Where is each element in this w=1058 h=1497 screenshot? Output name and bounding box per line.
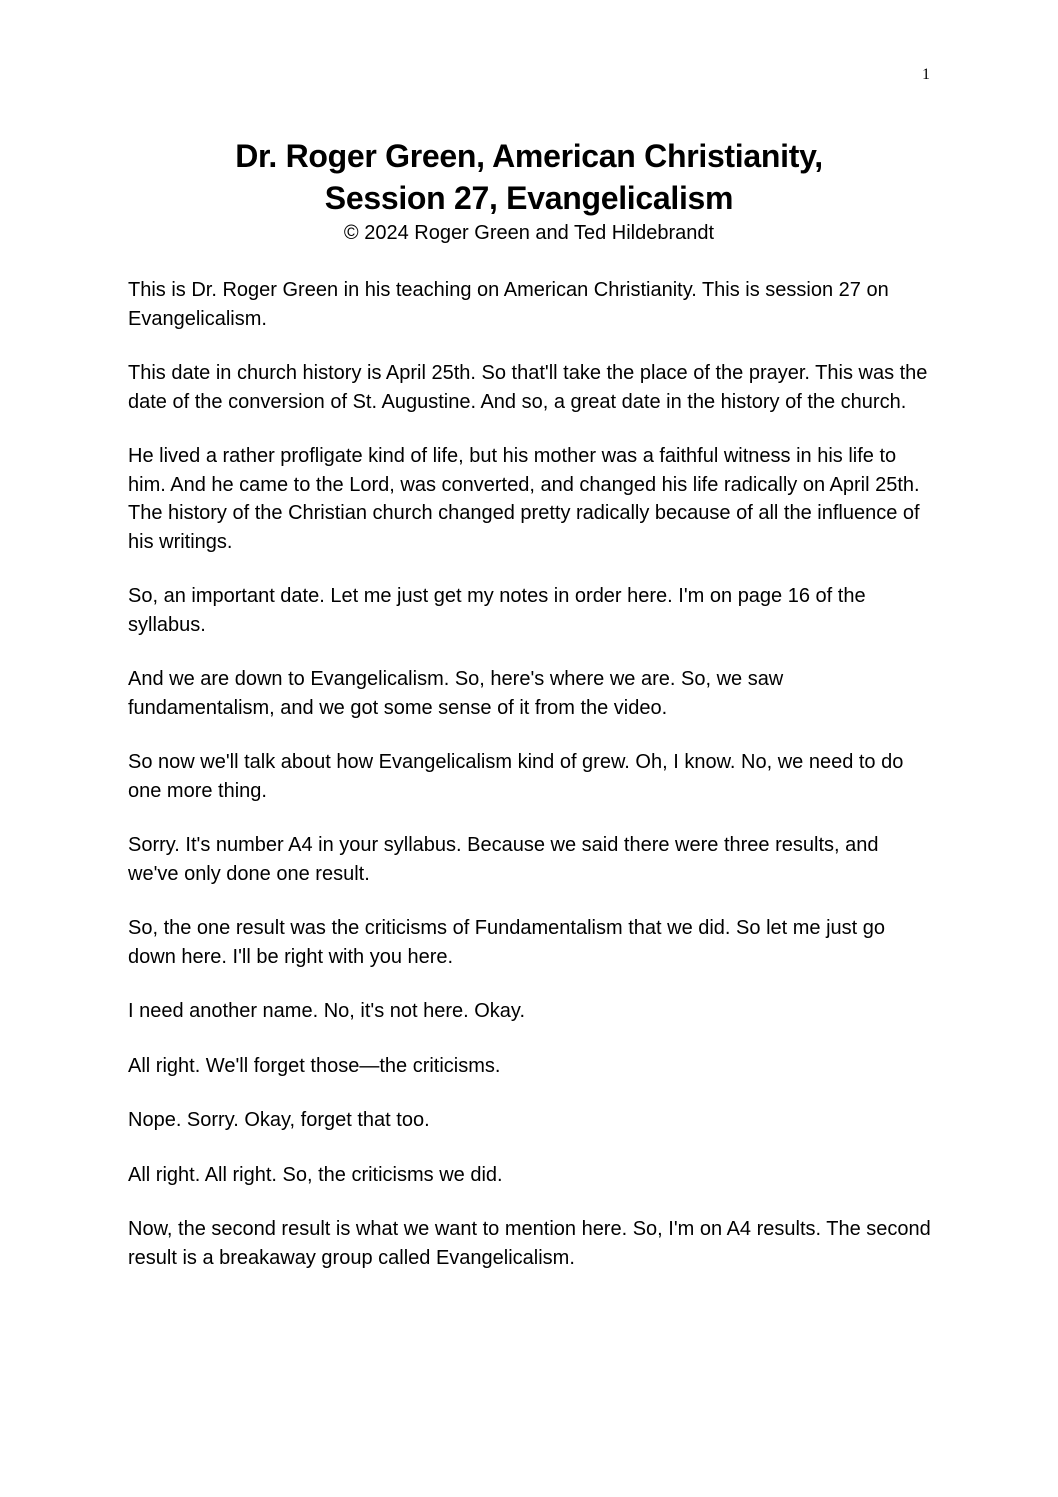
page-number: 1 [922,66,930,83]
paragraph: So, an important date. Let me just get my notes in order here. I'm on page 16 of the syllabus. [128,585,866,636]
paragraph: This is Dr. Roger Green in his teaching on American Christianity. This is session 27 on Evangelicalism. [128,279,889,330]
paragraph: This date in church history is April 25th. So that'll take the place of the prayer. This was the date of the conversion of St. Augustine. And so, a great date in the history of the church. [128,362,928,413]
paragraph: Now, the second result is what we want to mention here. So, I'm on A4 results. The second result is a breakaway group called Evangelicalism. [128,1218,931,1269]
document-title-line-2: Session 27, Evangelicalism [324,180,734,216]
paragraph: So now we'll talk about how Evangelicalism kind of grew. Oh, I know. No, we need to do one more thing. [128,751,904,802]
copyright-notice: © 2024 Roger Green and Ted Hildebrandt [343,222,715,244]
paragraph: Nope. Sorry. Okay, forget that too. [128,1109,430,1131]
paragraph: All right. We'll forget those—the criticisms. [128,1054,501,1077]
document-body [128,276,933,1298]
paragraph: I need another name. No, it's not here. Okay. [128,1000,526,1022]
document-header [0,135,1058,247]
paragraph: Sorry. It's number A4 in your syllabus. Because we said there were three results, and we've only done one result. [128,834,879,885]
paragraph: So, the one result was the criticisms of Fundamentalism that we did. So let me just go down here. I'll be right with you here. [128,917,886,968]
paragraph: He lived a rather profligate kind of life, but his mother was a faithful witness in his life to him. And he came to the Lord, was converted, and changed his life radically on April 25th. The history of the Christian church changed pretty radically because of all the influence of his writings. [128,445,920,553]
paragraph: And we are down to Evangelicalism. So, here's where we are. So, we saw fundamentalism, and we got some sense of it from the video. [128,668,784,719]
document-title-line-1: Dr. Roger Green, American Christianity, [235,138,823,174]
paragraph: All right. All right. So, the criticisms we did. [128,1163,503,1186]
